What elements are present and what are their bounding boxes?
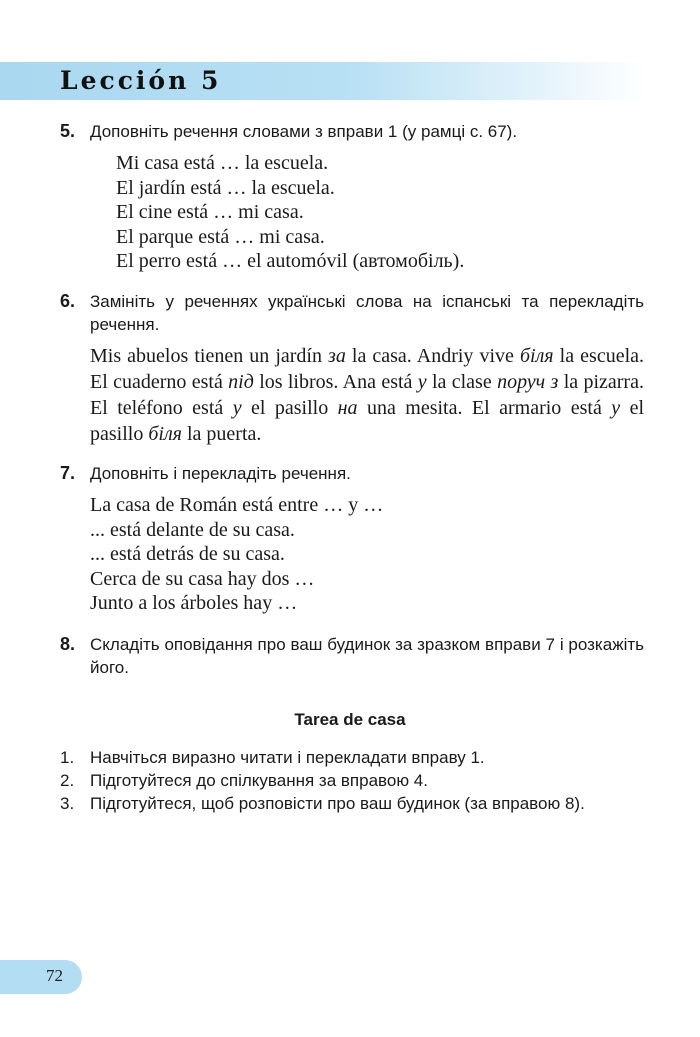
- exercise-7-line: Junto a los árboles hay …: [90, 592, 298, 614]
- ex6-seg: los libros. Ana está: [253, 371, 418, 393]
- exercise-6-paragraph: [90, 343, 644, 447]
- exercise-5-sentences: [116, 151, 464, 274]
- homework-list: [60, 746, 644, 815]
- exercise-7-number: 7.: [60, 463, 76, 483]
- exercise-7-sentences: [90, 493, 383, 616]
- ex6-seg: Mis abuelos tienen un jardín: [90, 345, 329, 367]
- lesson-title: Lección 5: [60, 66, 222, 95]
- exercise-8-instruction: Складіть оповідання про ваш будинок за зразком вправи 7 і розкажіть його.: [90, 635, 644, 677]
- homework-item: [60, 746, 644, 769]
- homework-item: [60, 769, 644, 792]
- homework-item-text: Підготуйтеся до спілкування за вправою 4.: [90, 771, 428, 790]
- exercise-7-line: Cerca de su casa hay dos …: [90, 567, 315, 590]
- ex6-seg: поруч з: [497, 371, 559, 393]
- homework-item-number: 1.: [60, 748, 75, 767]
- ex6-seg: el pasillo: [241, 397, 338, 419]
- exercise-7-line: ... está delante de su casa.: [90, 518, 295, 541]
- homework-item-number: 2.: [60, 771, 75, 790]
- page-number: 72: [46, 966, 63, 985]
- ex6-seg: під: [228, 371, 254, 393]
- ex6-seg: біля: [148, 423, 182, 445]
- ex6-seg: на: [337, 397, 358, 419]
- exercise-8-number: 8.: [60, 634, 76, 654]
- ex6-seg: біля: [519, 345, 554, 367]
- exercise-7-line: ... está detrás de su casa.: [90, 543, 285, 565]
- ex6-seg: una mesita. El armario está: [357, 397, 612, 419]
- ex6-seg: у: [611, 397, 621, 419]
- ex6-seg: la pizarra. El teléfono está: [90, 371, 644, 419]
- ex6-seg: la escuela. El cuaderno está: [90, 345, 645, 393]
- homework-item-number: 3.: [60, 794, 75, 813]
- ex6-seg: la clase: [426, 371, 498, 393]
- ex6-seg: la puerta.: [181, 423, 262, 445]
- exercise-5-number: 5.: [60, 121, 76, 141]
- exercise-5-line: El cine está … mi casa.: [116, 201, 304, 223]
- exercise-5-instruction: Доповніть речення словами з вправи 1 (у рамці с. 67).: [90, 122, 518, 141]
- exercise-5-line: El parque está … mi casa.: [116, 225, 325, 248]
- ex6-seg: у: [417, 371, 427, 393]
- homework-title: Tarea de casa: [294, 710, 406, 729]
- exercise-5-line: Mi casa está … la escuela.: [116, 152, 329, 174]
- ex6-seg: за: [328, 345, 346, 367]
- page-number-tab: [0, 960, 82, 994]
- homework-item: [60, 792, 644, 815]
- homework-item-text: Підготуйтеся, щоб розповісти про ваш будинок (за вправою 8).: [90, 794, 585, 813]
- ex6-seg: la casa. Andriy vive: [345, 345, 520, 367]
- exercise-6-instruction: Замініть у реченнях українські слова на іспанські та перекладіть речення.: [90, 292, 644, 334]
- homework-item-text: Навчіться виразно читати і перекладати вправу 1.: [90, 748, 485, 767]
- exercise-5-line: El perro está … el automóvil (автомобіль).: [116, 250, 465, 272]
- ex6-seg: у: [232, 397, 242, 419]
- ex6-seg: el pasillo: [90, 397, 645, 445]
- exercise-5-line: El jardín está … la escuela.: [116, 176, 335, 199]
- exercise-7-line: La casa de Román está entre … y …: [90, 494, 384, 516]
- exercise-7-instruction: Доповніть і перекладіть речення.: [90, 464, 351, 483]
- exercise-6-number: 6.: [60, 291, 76, 311]
